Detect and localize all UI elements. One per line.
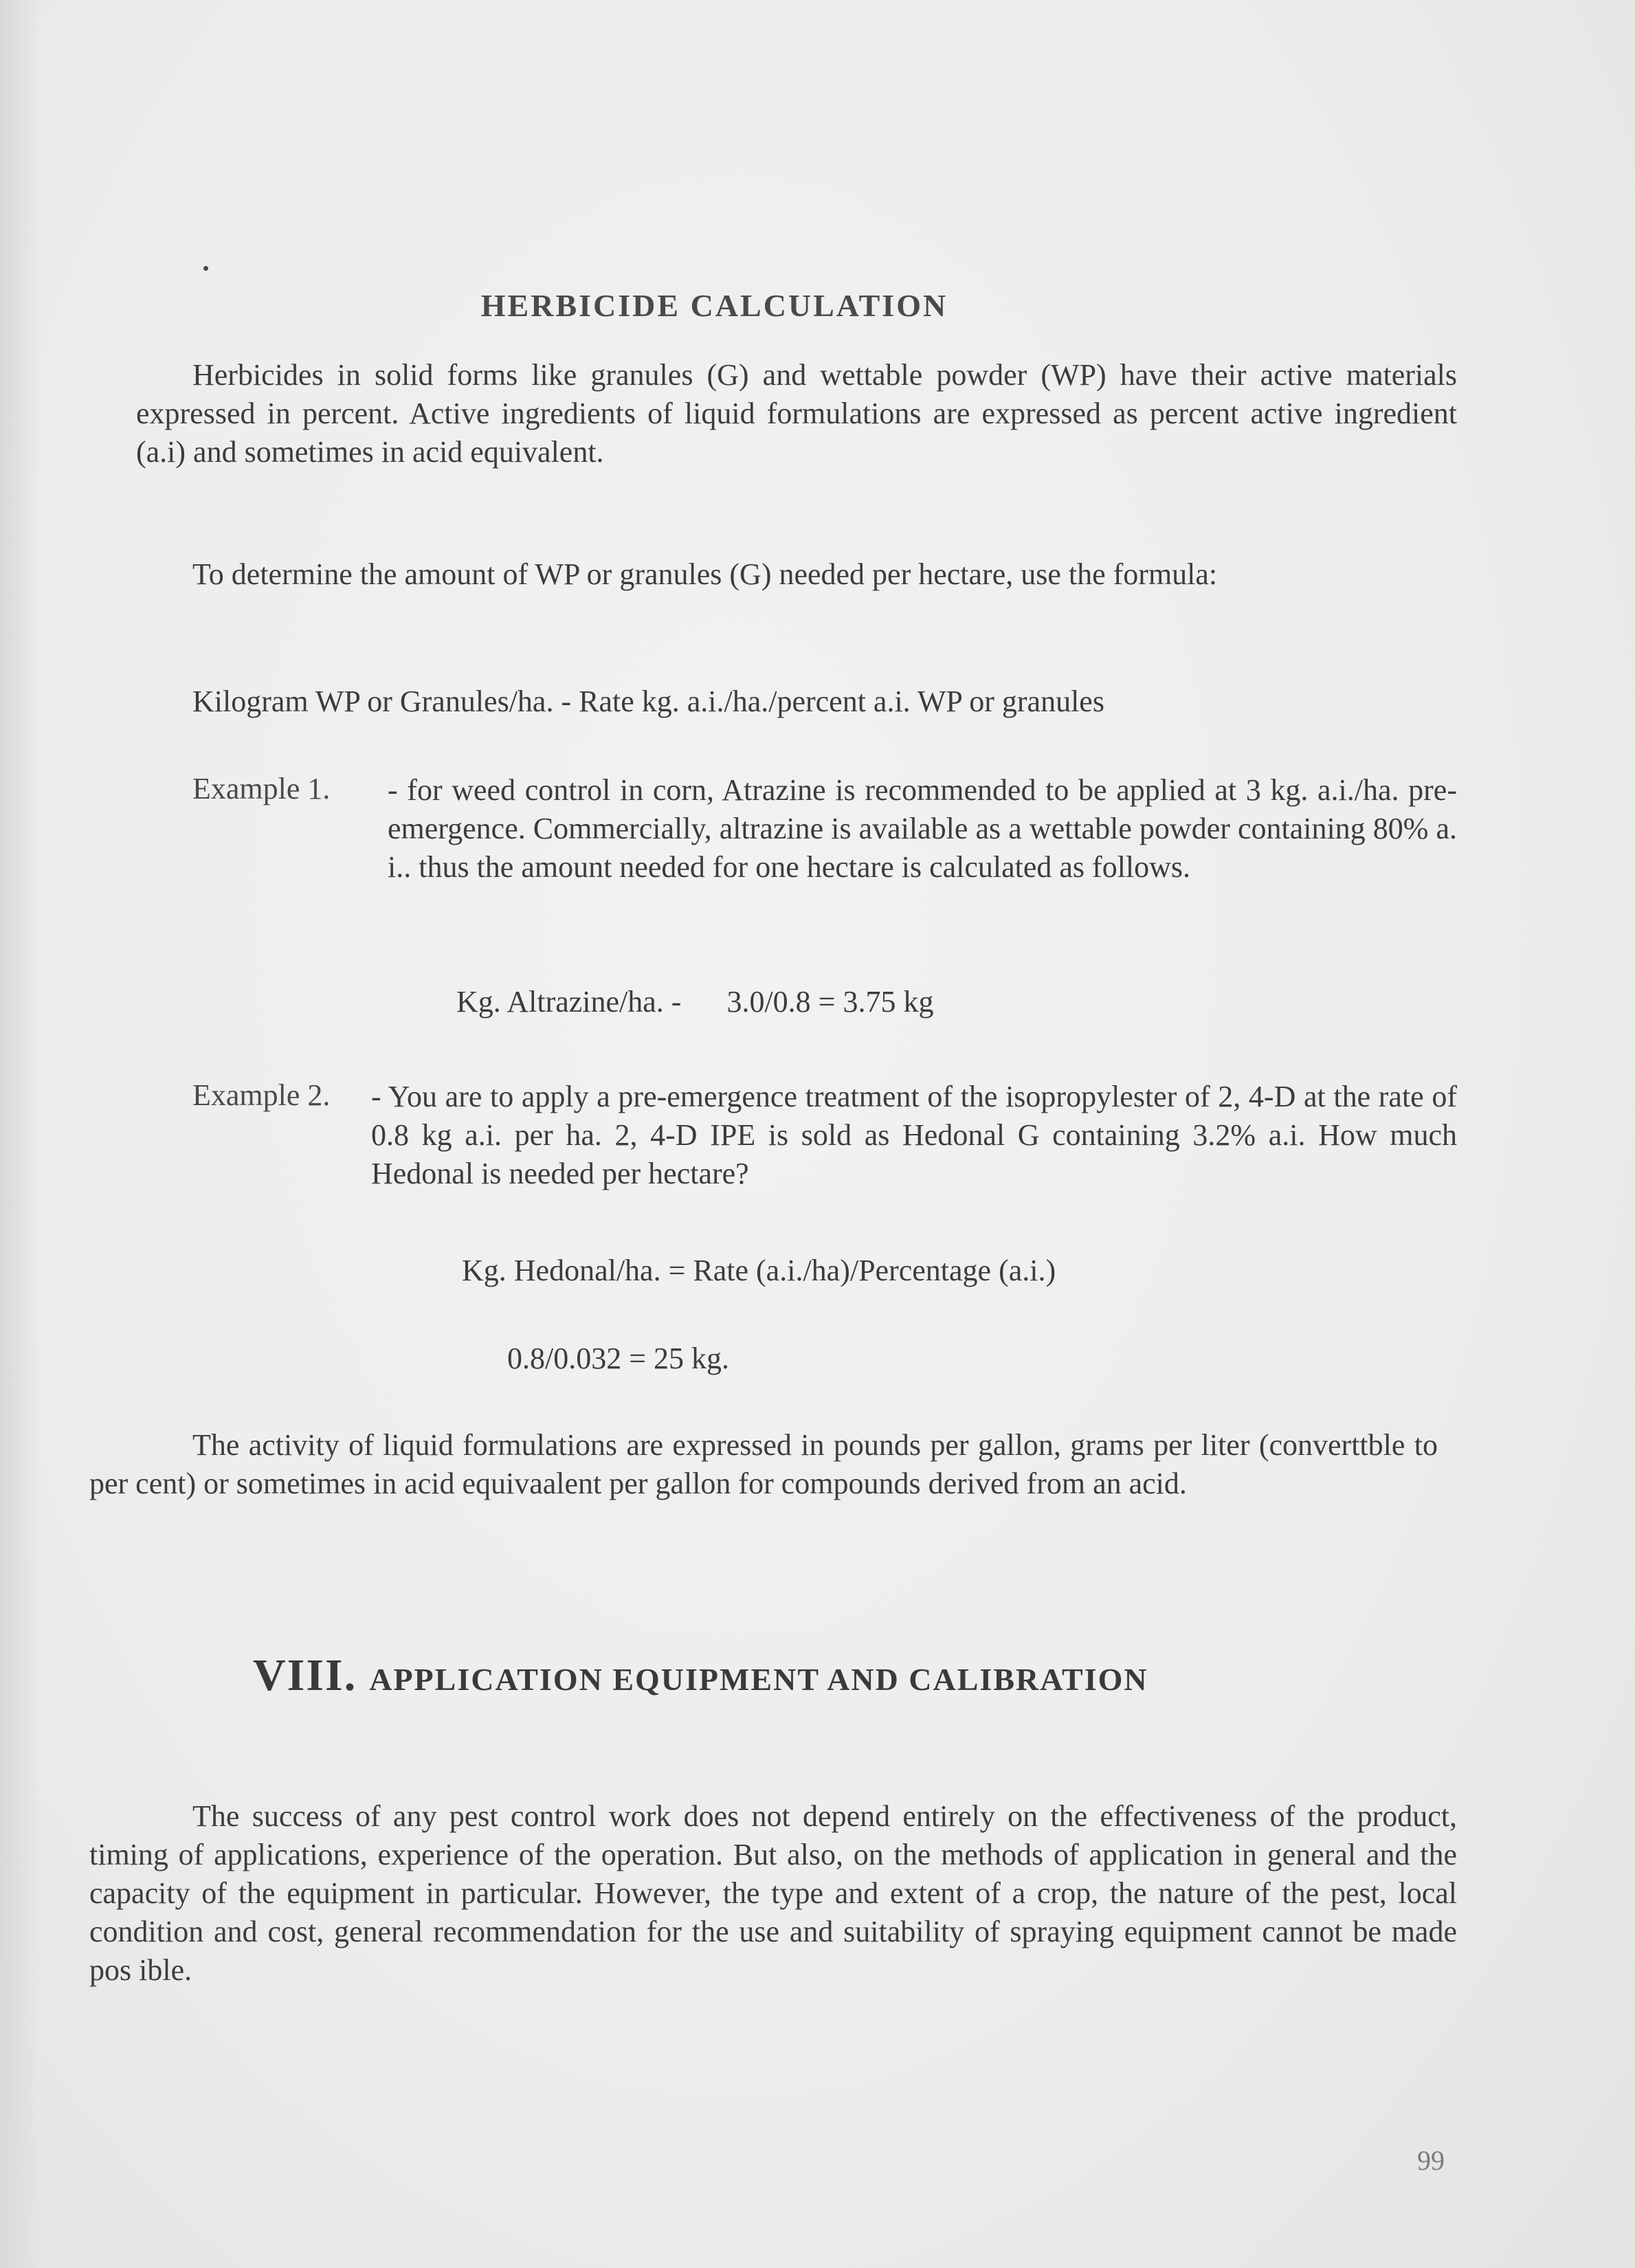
- success-paragraph: The success of any pest control work does not depend entirely on the effectiveness of the product, timing of applications, experience of the operation. But also, on the methods of application in general and the capacity of the equipment in particular. However, the type and extent of a crop, the nature of the pest, local condition and cost, general recommendation for the use and suitability of spraying equipment cannot be made pos ible.: [89, 1799, 1457, 1987]
- example-1-label: Example 1.: [192, 772, 331, 805]
- section-heading: [253, 1649, 1148, 1702]
- example-2-label: Example 2.: [192, 1078, 331, 1112]
- scan-speck: [203, 266, 208, 271]
- intro-paragraph: Herbicides in solid forms like granules (G) and wettable powder (WP) have their active materials expressed in percent. Active ingredients of liquid formulations are expressed as percent active ingredient (a.i) and sometimes in acid equivalent.: [136, 358, 1457, 469]
- binding-shadow: [0, 0, 41, 2268]
- example-2-result: 0.8/0.032 = 25 kg.: [507, 1342, 730, 1375]
- formula-line: Kilogram WP or Granules/ha. - Rate kg. a.i./ha./percent a.i. WP or granules: [192, 685, 1104, 718]
- heading-text: HERBICIDE CALCULATION: [480, 288, 948, 323]
- liquid-formulations-paragraph: The activity of liquid formulations are expressed in pounds per gallon, grams per liter (converttble to per cent) or sometimes in acid equivaalent per gallon for compounds derived from an acid.: [89, 1428, 1438, 1500]
- example-1-text: - for weed control in corn, Atrazine is recommended to be applied at 3 kg. a.i./ha. pre-emergence. Commercially, altrazine is available as a wettable powder containing 80% a. i.. thus the amount needed for one hectare is calculated as follows.: [388, 773, 1457, 884]
- section-number: VIII.: [253, 1650, 357, 1700]
- page-number: 99: [1417, 2145, 1445, 2176]
- example-2-formula: Kg. Hedonal/ha. = Rate (a.i./ha)/Percentage (a.i.): [462, 1254, 1056, 1287]
- determine-paragraph: To determine the amount of WP or granules (G) needed per hectare, use the formula:: [192, 557, 1218, 591]
- example-1-calculation: Kg. Altrazine/ha. - 3.0/0.8 = 3.75 kg: [456, 985, 934, 1019]
- section-title: APPLICATION EQUIPMENT AND CALIBRATION: [369, 1662, 1148, 1697]
- example-2-text: - You are to apply a pre-emergence treatment of the isopropylester of 2, 4-D at the rate of 0.8 kg a.i. per ha. 2, 4-D IPE is sold as Hedonal G containing 3.2% a.i. How much Hedonal is needed per hectare?: [371, 1080, 1457, 1190]
- herbicide-calculation-heading: [0, 287, 1635, 324]
